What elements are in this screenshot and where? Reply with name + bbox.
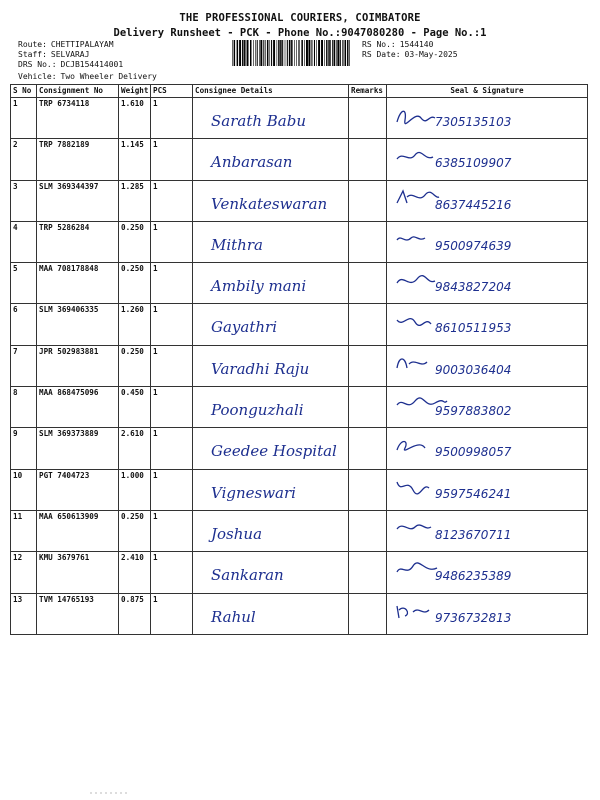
table-row (11, 98, 588, 139)
cell-seal-signature (387, 304, 588, 345)
barcode-bar (306, 40, 308, 66)
cell-sno: 1 (11, 98, 37, 139)
barcode-bar (277, 40, 278, 66)
cell-weight: 1.145 (119, 139, 151, 180)
rs-no-label: RS No.: (362, 40, 396, 49)
barcode-bar (332, 40, 333, 66)
cell-sno: 10 (11, 469, 37, 510)
handwritten-phone-number: 8610511953 (435, 321, 512, 336)
header-consignment: Consignment No (37, 85, 119, 98)
company-title: THE PROFESSIONAL COURIERS, COIMBATORE (179, 12, 421, 24)
handwritten-consignee-name: Sankaran (211, 566, 284, 585)
cell-seal-signature (387, 221, 588, 262)
cell-consignment-no: JPR 502983881 (37, 345, 119, 386)
barcode-bar (342, 40, 343, 66)
table-row (11, 510, 588, 551)
cell-weight: 0.250 (119, 221, 151, 262)
cell-sno: 8 (11, 387, 37, 428)
barcode-bar (250, 40, 252, 66)
cell-consignment-no: PGT 7404723 (37, 469, 119, 510)
table-row (11, 221, 588, 262)
cell-weight: 0.875 (119, 593, 151, 634)
cell-consignee (193, 263, 349, 304)
table-row (11, 345, 588, 386)
barcode-bar (265, 40, 266, 66)
barcode-bar (282, 40, 283, 66)
barcode-bar (336, 40, 337, 66)
cell-remarks (349, 345, 387, 386)
cell-seal-signature (387, 469, 588, 510)
cell-remarks (349, 263, 387, 304)
cell-consignee (193, 221, 349, 262)
table-row (11, 387, 588, 428)
cell-remarks (349, 428, 387, 469)
barcode-bar (287, 40, 288, 66)
table-row (11, 552, 588, 593)
barcode-bar (337, 40, 339, 66)
barcode-bar (237, 40, 239, 66)
barcode-bar (255, 40, 256, 66)
cell-consignment-no: TRP 7882189 (37, 139, 119, 180)
barcode-bar (311, 40, 312, 66)
cell-seal-signature (387, 387, 588, 428)
barcode-bar (296, 40, 297, 66)
barcode-bar (328, 40, 329, 66)
handwritten-phone-number: 9736732813 (435, 610, 512, 625)
barcode-bar (329, 40, 331, 66)
barcode-bar (340, 40, 341, 66)
barcode-bar (316, 40, 317, 66)
handwritten-phone-number: 9500974639 (435, 238, 512, 253)
handwritten-consignee-name: Mithra (211, 235, 263, 254)
cell-remarks (349, 387, 387, 428)
barcode-bar (267, 40, 269, 66)
barcode-bar (247, 40, 249, 66)
table-row (11, 139, 588, 180)
cell-remarks (349, 98, 387, 139)
handwritten-phone-number: 9003036404 (435, 362, 512, 377)
cell-remarks (349, 180, 387, 221)
handwritten-phone-number: 9843827204 (435, 280, 512, 295)
cell-seal-signature (387, 263, 588, 304)
cell-remarks (349, 221, 387, 262)
table-row (11, 469, 588, 510)
cell-seal-signature (387, 139, 588, 180)
cell-sno: 5 (11, 263, 37, 304)
cell-weight: 1.260 (119, 304, 151, 345)
cell-pcs: 1 (151, 304, 193, 345)
runsheet-table (10, 84, 588, 635)
barcode-bar (234, 40, 236, 66)
barcode-bar (344, 40, 345, 66)
cell-consignee (193, 180, 349, 221)
vehicle-label: Vehicle: (18, 72, 57, 81)
cell-consignment-no: MAA 868475096 (37, 387, 119, 428)
cell-sno: 13 (11, 593, 37, 634)
cell-pcs: 1 (151, 552, 193, 593)
table-row (11, 304, 588, 345)
cell-pcs: 1 (151, 98, 193, 139)
cell-pcs: 1 (151, 469, 193, 510)
barcode-bar (253, 40, 254, 66)
cell-sno: 4 (11, 221, 37, 262)
cell-pcs: 1 (151, 510, 193, 551)
cell-weight: 1.000 (119, 469, 151, 510)
cell-weight: 0.450 (119, 387, 151, 428)
cell-sno: 7 (11, 345, 37, 386)
cell-sno: 12 (11, 552, 37, 593)
cell-consignee (193, 552, 349, 593)
header-pcs: PCS (151, 85, 193, 98)
cell-seal-signature (387, 593, 588, 634)
barcode-bar (259, 40, 260, 66)
cell-pcs: 1 (151, 263, 193, 304)
handwritten-consignee-name: Ambily mani (211, 277, 307, 296)
barcode-bar (239, 40, 241, 66)
cell-weight: 0.250 (119, 510, 151, 551)
barcode-bar (285, 40, 286, 66)
cell-seal-signature (387, 428, 588, 469)
header-weight: Weight (119, 85, 151, 98)
cell-consignment-no: KMU 3679761 (37, 552, 119, 593)
staff-value: SELVARAJ (50, 50, 90, 59)
rs-date-value: 03-May-2025 (404, 50, 458, 59)
handwritten-phone-number: 8123670711 (435, 527, 512, 542)
cell-seal-signature (387, 552, 588, 593)
vehicle-value: Two Wheeler Delivery (60, 72, 157, 81)
runsheet-subtitle: Delivery Runsheet - PCK - Phone No.:9047080280 - Page No.:1 (113, 27, 487, 39)
handwritten-consignee-name: Poonguzhali (211, 401, 304, 420)
rs-info (362, 40, 458, 60)
cell-consignee (193, 593, 349, 634)
cell-consignment-no: SLM 369373889 (37, 428, 119, 469)
cell-sno: 6 (11, 304, 37, 345)
cell-sno: 11 (11, 510, 37, 551)
staff-label: Staff: (18, 50, 47, 59)
barcode-bar (334, 40, 336, 66)
cell-weight: 2.410 (119, 552, 151, 593)
cell-sno: 3 (11, 180, 37, 221)
route-info (18, 40, 123, 70)
drs-value: DCJB154414001 (60, 60, 124, 69)
header-remarks: Remarks (349, 85, 387, 98)
cell-seal-signature (387, 510, 588, 551)
cell-seal-signature (387, 345, 588, 386)
cell-pcs: 1 (151, 345, 193, 386)
barcode-bar (299, 40, 300, 66)
barcode-bar (324, 40, 325, 66)
barcode-bar (314, 40, 315, 66)
barcode-bar (263, 40, 264, 66)
cell-seal-signature (387, 98, 588, 139)
barcode-bar (349, 40, 350, 66)
handwritten-consignee-name: Anbarasan (211, 153, 293, 172)
route-label: Route: (18, 40, 47, 49)
handwritten-phone-number: 9597883802 (435, 404, 512, 419)
table-row (11, 180, 588, 221)
barcode-bar (289, 40, 291, 66)
barcode-bar (298, 40, 299, 66)
cell-remarks (349, 139, 387, 180)
barcode-bar (273, 40, 275, 66)
cell-weight: 0.250 (119, 263, 151, 304)
cell-pcs: 1 (151, 221, 193, 262)
cell-consignment-no: TRP 6734118 (37, 98, 119, 139)
barcode-bar (260, 40, 262, 66)
cell-consignee (193, 139, 349, 180)
barcode-bar (242, 40, 244, 66)
cell-pcs: 1 (151, 180, 193, 221)
cell-weight: 2.610 (119, 428, 151, 469)
barcode-bar (318, 40, 320, 66)
barcode-bar (278, 40, 280, 66)
cell-seal-signature (387, 180, 588, 221)
handwritten-phone-number: 9597546241 (435, 486, 512, 501)
cell-consignment-no: TRP 5286284 (37, 221, 119, 262)
table-row (11, 593, 588, 634)
cell-weight: 0.250 (119, 345, 151, 386)
cell-pcs: 1 (151, 593, 193, 634)
table-row (11, 428, 588, 469)
table-header-row (11, 85, 588, 98)
cell-weight: 1.610 (119, 98, 151, 139)
barcode-bar (347, 40, 348, 66)
cell-sno: 2 (11, 139, 37, 180)
barcode-bar (294, 40, 295, 66)
barcode-bar (345, 40, 346, 66)
header-seal: Seal & Signature (387, 85, 588, 98)
handwritten-consignee-name: Venkateswaran (211, 194, 328, 213)
handwritten-phone-number: 8637445216 (435, 197, 512, 212)
barcode-bar (280, 40, 282, 66)
handwritten-phone-number: 9486235389 (435, 569, 512, 584)
drs-label: DRS No.: (18, 60, 57, 69)
footer-smudge (90, 792, 130, 794)
header-consignee: Consignee Details (193, 85, 349, 98)
vehicle-info (18, 72, 157, 81)
cell-remarks (349, 552, 387, 593)
cell-consignment-no: SLM 369344397 (37, 180, 119, 221)
cell-consignee (193, 98, 349, 139)
cell-pcs: 1 (151, 387, 193, 428)
cell-consignment-no: MAA 708178848 (37, 263, 119, 304)
cell-consignee (193, 345, 349, 386)
cell-consignee (193, 510, 349, 551)
cell-consignee (193, 428, 349, 469)
barcode-bar (257, 40, 258, 66)
handwritten-consignee-name: Rahul (211, 607, 256, 626)
barcode-bar (326, 40, 327, 66)
barcode-bar (271, 40, 272, 66)
cell-remarks (349, 469, 387, 510)
cell-pcs: 1 (151, 139, 193, 180)
cell-sno: 9 (11, 428, 37, 469)
cell-consignee (193, 469, 349, 510)
barcode-bar (292, 40, 293, 66)
handwritten-phone-number: 6385109907 (435, 156, 512, 171)
table-row (11, 263, 588, 304)
handwritten-consignee-name: Vigneswari (211, 483, 296, 502)
barcode-bar (301, 40, 303, 66)
cell-weight: 1.285 (119, 180, 151, 221)
handwritten-phone-number: 7305135103 (435, 115, 512, 129)
cell-consignment-no: MAA 650613909 (37, 510, 119, 551)
handwritten-phone-number: 9500998057 (435, 445, 512, 460)
rs-date-label: RS Date: (362, 50, 401, 59)
barcode-bar (232, 40, 233, 66)
barcode-bar (291, 40, 292, 66)
barcode-bar (308, 40, 310, 66)
rs-no-value: 1544140 (399, 40, 434, 49)
barcode-bar (321, 40, 323, 66)
cell-consignment-no: SLM 369406335 (37, 304, 119, 345)
handwritten-consignee-name: Geedee Hospital (211, 442, 337, 461)
header-sno: S No (11, 85, 37, 98)
cell-consignment-no: TVM 14765193 (37, 593, 119, 634)
barcode-bar (244, 40, 246, 66)
barcode-bar (304, 40, 305, 66)
handwritten-consignee-name: Joshua (211, 524, 263, 543)
cell-remarks (349, 304, 387, 345)
cell-remarks (349, 510, 387, 551)
handwritten-consignee-name: Sarath Babu (211, 112, 307, 130)
handwritten-consignee-name: Gayathri (211, 318, 277, 337)
cell-pcs: 1 (151, 428, 193, 469)
barcode (232, 40, 350, 66)
cell-consignee (193, 387, 349, 428)
cell-consignee (193, 304, 349, 345)
handwritten-consignee-name: Varadhi Raju (211, 359, 310, 378)
cell-remarks (349, 593, 387, 634)
route-value: CHETTIPALAYAM (50, 40, 114, 49)
barcode-bar (269, 40, 270, 66)
